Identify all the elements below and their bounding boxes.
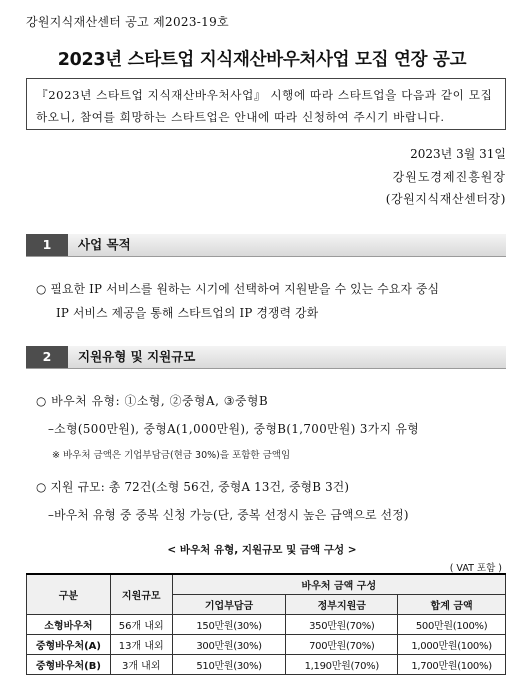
notice-number: 강원지식재산센터 공고 제2023-19호 bbox=[26, 15, 229, 29]
vat-note: ( VAT 포함 ) bbox=[449, 563, 502, 574]
row-total: 500만원(100%) bbox=[398, 615, 506, 635]
issuer-name: 강원도경제진흥원장 bbox=[392, 170, 506, 184]
purpose-bullet-line-2: IP 서비스 제공을 통해 스타트업의 IP 경쟁력 강화 bbox=[56, 306, 319, 320]
section-header-support bbox=[26, 346, 506, 369]
row-scale: 3개 내외 bbox=[110, 655, 172, 675]
row-gov: 700만원(70%) bbox=[286, 635, 398, 655]
document-title: 2023년 스타트업 지식재산바우처사업 모집 연장 공고 bbox=[57, 50, 467, 70]
row-company: 510만원(30%) bbox=[172, 655, 286, 675]
header-scale: 지원규모 bbox=[110, 574, 172, 615]
row-total: 1,700만원(100%) bbox=[398, 655, 506, 675]
table-row bbox=[27, 635, 506, 655]
voucher-table bbox=[26, 573, 506, 675]
row-gov: 350만원(70%) bbox=[286, 615, 398, 635]
row-name: 중형바우처(B) bbox=[27, 655, 111, 675]
header-category: 구분 bbox=[27, 574, 111, 615]
section-header-purpose bbox=[26, 234, 506, 257]
table-row bbox=[27, 615, 506, 635]
section-title: 사업 목적 bbox=[78, 237, 131, 252]
notice-date: 2023년 3월 31일 bbox=[410, 147, 506, 161]
header-gov-support: 정부지원금 bbox=[286, 595, 398, 615]
purpose-bullet-line-1: ○ 필요한 IP 서비스를 원하는 시기에 선택하여 지원받을 수 있는 수요자 중심 bbox=[36, 282, 440, 296]
intro-line-2: 하오니, 참여를 희망하는 스타트업은 안내에 따라 신청하여 주시기 바랍니다. bbox=[36, 110, 445, 124]
support-scale-line: ○ 지원 규모: 총 72건(소형 56건, 중형A 13건, 중형B 3건) bbox=[36, 480, 350, 494]
intro-line-1: 『2023년 스타트업 지식재산바우처사업』 시행에 따라 스타트업을 다음과 같이 모집 bbox=[36, 88, 493, 102]
row-gov: 1,190만원(70%) bbox=[286, 655, 398, 675]
support-scale-detail: –바우처 유형 중 중복 신청 가능(단, 중복 선정시 높은 금액으로 선정) bbox=[48, 508, 409, 522]
voucher-type-line: ○ 바우처 유형: ①소형, ②중형A, ③중형B bbox=[36, 394, 269, 408]
header-company-share: 기업부담금 bbox=[172, 595, 286, 615]
header-total: 합계 금액 bbox=[398, 595, 506, 615]
table-caption: < 바우처 유형, 지원규모 및 금액 구성 > bbox=[167, 544, 357, 556]
row-total: 1,000만원(100%) bbox=[398, 635, 506, 655]
table-row bbox=[27, 655, 506, 675]
section-number: 1 bbox=[26, 234, 68, 256]
voucher-amount-note: ※ 바우처 금액은 기업부담금(현금 30%)을 포함한 금액임 bbox=[52, 450, 291, 461]
section-number: 2 bbox=[26, 346, 68, 368]
row-name: 소형바우처 bbox=[27, 615, 111, 635]
row-company: 150만원(30%) bbox=[172, 615, 286, 635]
voucher-type-detail: –소형(500만원), 중형A(1,000만원), 중형B(1,700만원) 3가지 유형 bbox=[48, 422, 420, 436]
row-scale: 56개 내외 bbox=[110, 615, 172, 635]
issuer-center: (강원지식재산센터장) bbox=[385, 192, 506, 206]
header-amount-group: 바우처 금액 구성 bbox=[172, 574, 505, 595]
row-scale: 13개 내외 bbox=[110, 635, 172, 655]
row-company: 300만원(30%) bbox=[172, 635, 286, 655]
row-name: 중형바우처(A) bbox=[27, 635, 111, 655]
section-title: 지원유형 및 지원규모 bbox=[78, 349, 196, 364]
